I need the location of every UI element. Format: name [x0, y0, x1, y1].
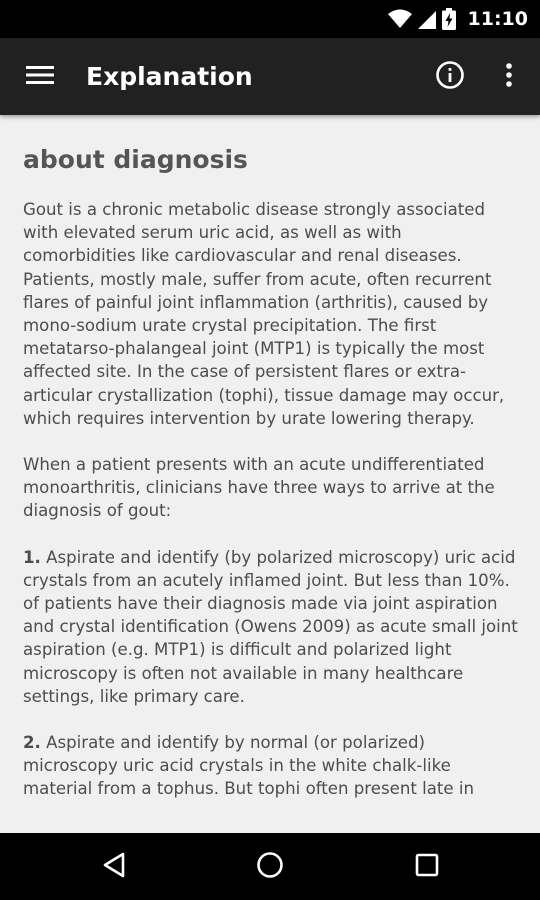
battery-charging-icon: [442, 8, 456, 30]
paragraph-intro: [23, 198, 518, 430]
paragraph-text: When a patient presents with an acute undifferentiated monoarthritis, clinicians have three ways to arrive at the diagnosis of gout:: [23, 455, 495, 521]
app-bar: [0, 38, 540, 115]
back-button[interactable]: [94, 847, 134, 887]
status-bar: [0, 0, 540, 38]
status-time: 11:10: [467, 8, 528, 30]
menu-icon: [26, 65, 54, 90]
paragraph-text: Aspirate and identify (by polarized microscopy) uric acid crystals from an acutely inflamed joint. But less than 10%. of patients have their diagnosis made via joint aspiration and crystal identification (Owens 2009) as acute small joint aspiration (e.g. MTP1) is difficult and polarized light microscopy is often not available in many healthcare settings, like primary care.: [23, 547, 518, 706]
paragraph-method-1: [23, 546, 518, 708]
recents-icon: [415, 853, 439, 882]
menu-button[interactable]: [22, 62, 58, 92]
paragraph-presentation: [23, 453, 518, 523]
back-icon: [102, 852, 126, 883]
more-vert-icon: [505, 62, 513, 93]
cell-signal-icon: [418, 9, 436, 29]
home-icon: [256, 851, 284, 884]
list-number: 1.: [23, 547, 41, 567]
recents-button[interactable]: [407, 847, 447, 887]
info-button[interactable]: [432, 59, 468, 95]
home-button[interactable]: [250, 847, 290, 887]
section-heading: about diagnosis: [23, 145, 248, 174]
list-number: 2.: [23, 733, 41, 753]
system-nav-bar: [0, 833, 540, 900]
wifi-icon: [388, 9, 412, 29]
overflow-menu-button[interactable]: [496, 59, 522, 95]
paragraph-text: Aspirate and identify by normal (or polarized) microscopy uric acid crystals in the white chalk-like material from a tophus. But tophi often present late in: [23, 733, 475, 799]
paragraph-text: Gout is a chronic metabolic disease strongly associated with elevated serum uric acid, as well as with comorbidities like cardiovascular and renal diseases. Patients, mostly male, suffer from acute, often recurrent flares of painful joint inflammation (arthritis), caused by mono-sodium urate crystal precipitation. The first metatarso-phalangeal joint (MTP1) is typically the most affected site. In the case of persistent flares or extra-articular crystallization (tophi), tissue damage may occur, which requires intervention by urate lowering therapy.: [23, 200, 505, 428]
page-title: Explanation: [86, 62, 253, 91]
info-icon: [435, 60, 465, 95]
content-scroll-area[interactable]: [0, 115, 540, 833]
paragraph-method-2: [23, 731, 518, 801]
